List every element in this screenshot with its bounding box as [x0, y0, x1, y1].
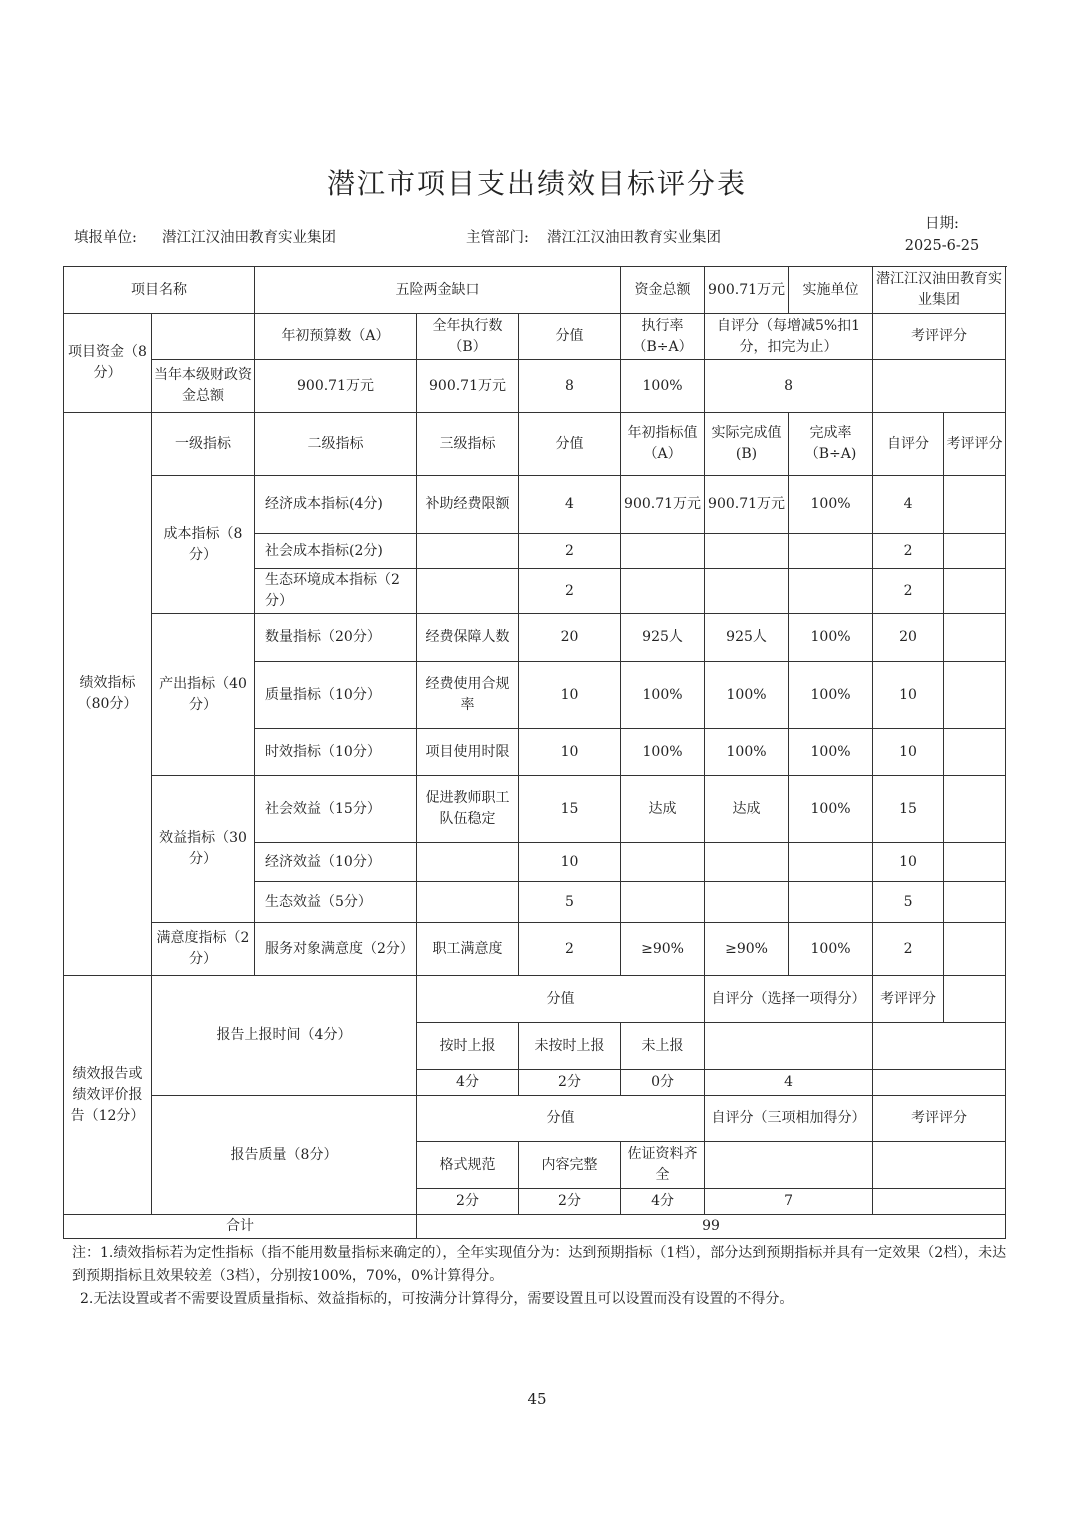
table-row-l2: 经济成本指标(4分) — [255, 476, 417, 534]
table-row-self: 2 — [873, 923, 944, 976]
report-time-option: 未按时上报 — [519, 1023, 621, 1070]
table-row-self: 10 — [873, 729, 944, 776]
perf-header: 实际完成值(B) — [705, 413, 789, 476]
table-row-l2: 生态效益（5分） — [255, 882, 417, 923]
table-row-rate — [789, 569, 873, 614]
table-row-l3: 经费使用合规率 — [417, 662, 519, 729]
table-row-target: ≥90% — [621, 923, 705, 976]
perf-header: 完成率（B÷A) — [789, 413, 873, 476]
table-row-target: 100% — [621, 729, 705, 776]
note-1: 注：1.绩效指标若为定性指标（指不能用数量指标来确定的），全年实现值分为：达到预期指标（1档），部分达到预期指标并具有一定效果（2档），未达到预期指标且效果较差（3档），分别按100%，70%，0%计算得分。 — [72, 1245, 1007, 1284]
table-row-actual: 100% — [705, 662, 789, 729]
report-quality-option: 内容完整 — [519, 1142, 621, 1189]
table-row-rate: 100% — [789, 776, 873, 843]
report-time-review-header: 考评评分 — [873, 976, 944, 1023]
table-row-rate — [789, 534, 873, 569]
table-row-l3 — [417, 569, 519, 614]
notes — [72, 1242, 1012, 1311]
table-row-score: 10 — [519, 843, 621, 882]
table-row-actual — [705, 534, 789, 569]
table-row-self: 15 — [873, 776, 944, 843]
table-row-rate: 100% — [789, 662, 873, 729]
dept-label: 主管部门: — [466, 230, 529, 246]
total-funds-value: 900.71万元 — [705, 267, 789, 314]
table-row-self: 2 — [873, 569, 944, 614]
table-row-self: 10 — [873, 662, 944, 729]
report-quality-label: 报告质量（8分） — [152, 1096, 417, 1215]
table-row-score: 15 — [519, 776, 621, 843]
table-row-score: 20 — [519, 614, 621, 662]
table-row-target: 达成 — [621, 776, 705, 843]
table-row-l3: 职工满意度 — [417, 923, 519, 976]
report-quality-self: 7 — [705, 1189, 873, 1215]
satisfaction-indicator-label: 满意度指标（2分） — [152, 923, 255, 976]
score-table — [63, 266, 1006, 1239]
table-row-rate: 100% — [789, 614, 873, 662]
table-row-rate — [789, 843, 873, 882]
table-row-l2: 数量指标（20分） — [255, 614, 417, 662]
perf-header: 分值 — [519, 413, 621, 476]
project-name-value: 五险两金缺口 — [255, 267, 621, 314]
report-quality-self-header: 自评分（三项相加得分） — [705, 1096, 873, 1142]
funds-review — [873, 360, 1006, 413]
table-row-review — [944, 476, 1006, 534]
table-row-l3: 补助经费限额 — [417, 476, 519, 534]
table-row-actual: ≥90% — [705, 923, 789, 976]
table-row-actual: 达成 — [705, 776, 789, 843]
table-row-score: 5 — [519, 882, 621, 923]
table-row-l2: 经济效益（10分） — [255, 843, 417, 882]
perf-header: 一级指标 — [152, 413, 255, 476]
report-time-option: 未上报 — [621, 1023, 705, 1070]
funds-col-budget: 年初预算数（A） — [255, 314, 417, 360]
perf-header: 考评评分 — [944, 413, 1006, 476]
report-time-value: 0分 — [621, 1070, 705, 1096]
funds-col-rate: 执行率（B÷A） — [621, 314, 705, 360]
report-time-review — [873, 1070, 1006, 1096]
table-row-target — [621, 534, 705, 569]
table-row-l3: 项目使用时限 — [417, 729, 519, 776]
table-row-target: 900.71万元 — [621, 476, 705, 534]
table-row-l3 — [417, 882, 519, 923]
total-funds-label: 资金总额 — [621, 267, 705, 314]
impl-unit-label: 实施单位 — [789, 267, 873, 314]
funds-row-label: 当年本级财政资金总额 — [152, 360, 255, 413]
table-row-l3 — [417, 534, 519, 569]
table-row-score: 4 — [519, 476, 621, 534]
total-value: 99 — [417, 1215, 1006, 1239]
report-quality-review-header: 考评评分 — [873, 1096, 1006, 1142]
table-row-review — [944, 882, 1006, 923]
perf-header: 二级指标 — [255, 413, 417, 476]
funds-score: 8 — [519, 360, 621, 413]
funds-exec: 900.71万元 — [417, 360, 519, 413]
funds-empty-cell — [152, 314, 255, 360]
page-title: 潜江市项目支出绩效目标评分表 — [326, 167, 747, 200]
table-row-actual — [705, 569, 789, 614]
table-row-rate: 100% — [789, 923, 873, 976]
dept-value: 潜江江汉油田教育实业集团 — [547, 230, 721, 246]
report-quality-review-blank — [873, 1142, 1006, 1189]
funds-rate: 100% — [621, 360, 705, 413]
report-time-label: 报告上报时间（4分） — [152, 976, 417, 1096]
table-row-review — [944, 923, 1006, 976]
table-row-rate: 100% — [789, 476, 873, 534]
table-row-self: 10 — [873, 843, 944, 882]
report-time-self: 4 — [705, 1070, 873, 1096]
table-row-review — [944, 776, 1006, 843]
table-row-l2: 社会成本指标(2分) — [255, 534, 417, 569]
report-section-label: 绩效报告或绩效评价报告（12分） — [64, 976, 152, 1215]
table-row-l2: 社会效益（15分） — [255, 776, 417, 843]
table-row-score: 2 — [519, 569, 621, 614]
report-quality-value: 2分 — [417, 1189, 519, 1215]
date-value: 2025-6-25 — [904, 238, 980, 254]
table-row-l3: 经费保障人数 — [417, 614, 519, 662]
report-quality-score-header: 分值 — [417, 1096, 705, 1142]
funds-col-exec: 全年执行数（B） — [417, 314, 519, 360]
perf-section-label: 绩效指标（80分） — [64, 413, 152, 976]
table-row-self: 2 — [873, 534, 944, 569]
page-number: 45 — [527, 1390, 547, 1408]
cost-indicator-label: 成本指标（8分） — [152, 476, 255, 614]
table-row-target: 100% — [621, 662, 705, 729]
table-row-l2: 生态环境成本指标（2分） — [255, 569, 417, 614]
funds-budget: 900.71万元 — [255, 360, 417, 413]
funds-section-label: 项目资金（8分） — [64, 314, 152, 413]
table-row-review — [944, 569, 1006, 614]
table-row-actual — [705, 843, 789, 882]
table-row-self: 5 — [873, 882, 944, 923]
report-quality-option: 佐证资料齐全 — [621, 1142, 705, 1189]
table-row-actual — [705, 882, 789, 923]
table-row-target — [621, 843, 705, 882]
table-row-self: 4 — [873, 476, 944, 534]
table-row-review — [944, 729, 1006, 776]
funds-col-review: 考评评分 — [873, 314, 1006, 360]
report-time-self-blank — [705, 1023, 873, 1070]
report-quality-value: 4分 — [621, 1189, 705, 1215]
benefit-indicator-label: 效益指标（30分） — [152, 776, 255, 923]
table-row-score: 10 — [519, 729, 621, 776]
perf-header: 自评分 — [873, 413, 944, 476]
total-label: 合计 — [64, 1215, 417, 1239]
table-row-score: 10 — [519, 662, 621, 729]
table-row-review — [944, 662, 1006, 729]
output-indicator-label: 产出指标（40分） — [152, 614, 255, 776]
project-name-label: 项目名称 — [64, 267, 255, 314]
report-time-value: 4分 — [417, 1070, 519, 1096]
unit-value: 潜江江汉油田教育实业集团 — [162, 230, 336, 246]
funds-col-self: 自评分（每增减5%扣1分，扣完为止） — [705, 314, 873, 360]
report-time-blank — [944, 976, 1006, 1023]
note-2: 2.无法设置或者不需要设置质量指标、效益指标的，可按满分计算得分，需要设置且可以设置而没有设置的不得分。 — [80, 1291, 794, 1307]
report-time-review-blank — [873, 1023, 1006, 1070]
date-label: 日期: — [925, 216, 959, 232]
report-quality-option: 格式规范 — [417, 1142, 519, 1189]
report-time-score-header: 分值 — [417, 976, 705, 1023]
table-row-actual: 925人 — [705, 614, 789, 662]
table-row-target: 925人 — [621, 614, 705, 662]
report-quality-self-blank — [705, 1142, 873, 1189]
table-row-actual: 100% — [705, 729, 789, 776]
table-row-l3 — [417, 843, 519, 882]
table-row-review — [944, 614, 1006, 662]
perf-header: 三级指标 — [417, 413, 519, 476]
table-row-rate: 100% — [789, 729, 873, 776]
table-row-review — [944, 843, 1006, 882]
table-row-l2: 服务对象满意度（2分） — [255, 923, 417, 976]
table-row-target — [621, 882, 705, 923]
perf-header: 年初指标值（A） — [621, 413, 705, 476]
report-quality-value: 2分 — [519, 1189, 621, 1215]
table-row-l2: 质量指标（10分） — [255, 662, 417, 729]
funds-self: 8 — [705, 360, 873, 413]
table-row-review — [944, 534, 1006, 569]
report-time-value: 2分 — [519, 1070, 621, 1096]
table-row-l3: 促进教师职工队伍稳定 — [417, 776, 519, 843]
unit-label: 填报单位: — [74, 230, 137, 246]
report-time-option: 按时上报 — [417, 1023, 519, 1070]
table-row-target — [621, 569, 705, 614]
table-row-actual: 900.71万元 — [705, 476, 789, 534]
funds-col-score: 分值 — [519, 314, 621, 360]
table-row-score: 2 — [519, 534, 621, 569]
table-row-score: 2 — [519, 923, 621, 976]
impl-unit-value: 潜江江汉油田教育实业集团 — [873, 267, 1006, 314]
table-row-self: 20 — [873, 614, 944, 662]
report-time-self-header: 自评分（选择一项得分） — [705, 976, 873, 1023]
table-row-l2: 时效指标（10分） — [255, 729, 417, 776]
date-block — [892, 213, 992, 257]
table-row-rate — [789, 882, 873, 923]
report-quality-review — [873, 1189, 1006, 1215]
